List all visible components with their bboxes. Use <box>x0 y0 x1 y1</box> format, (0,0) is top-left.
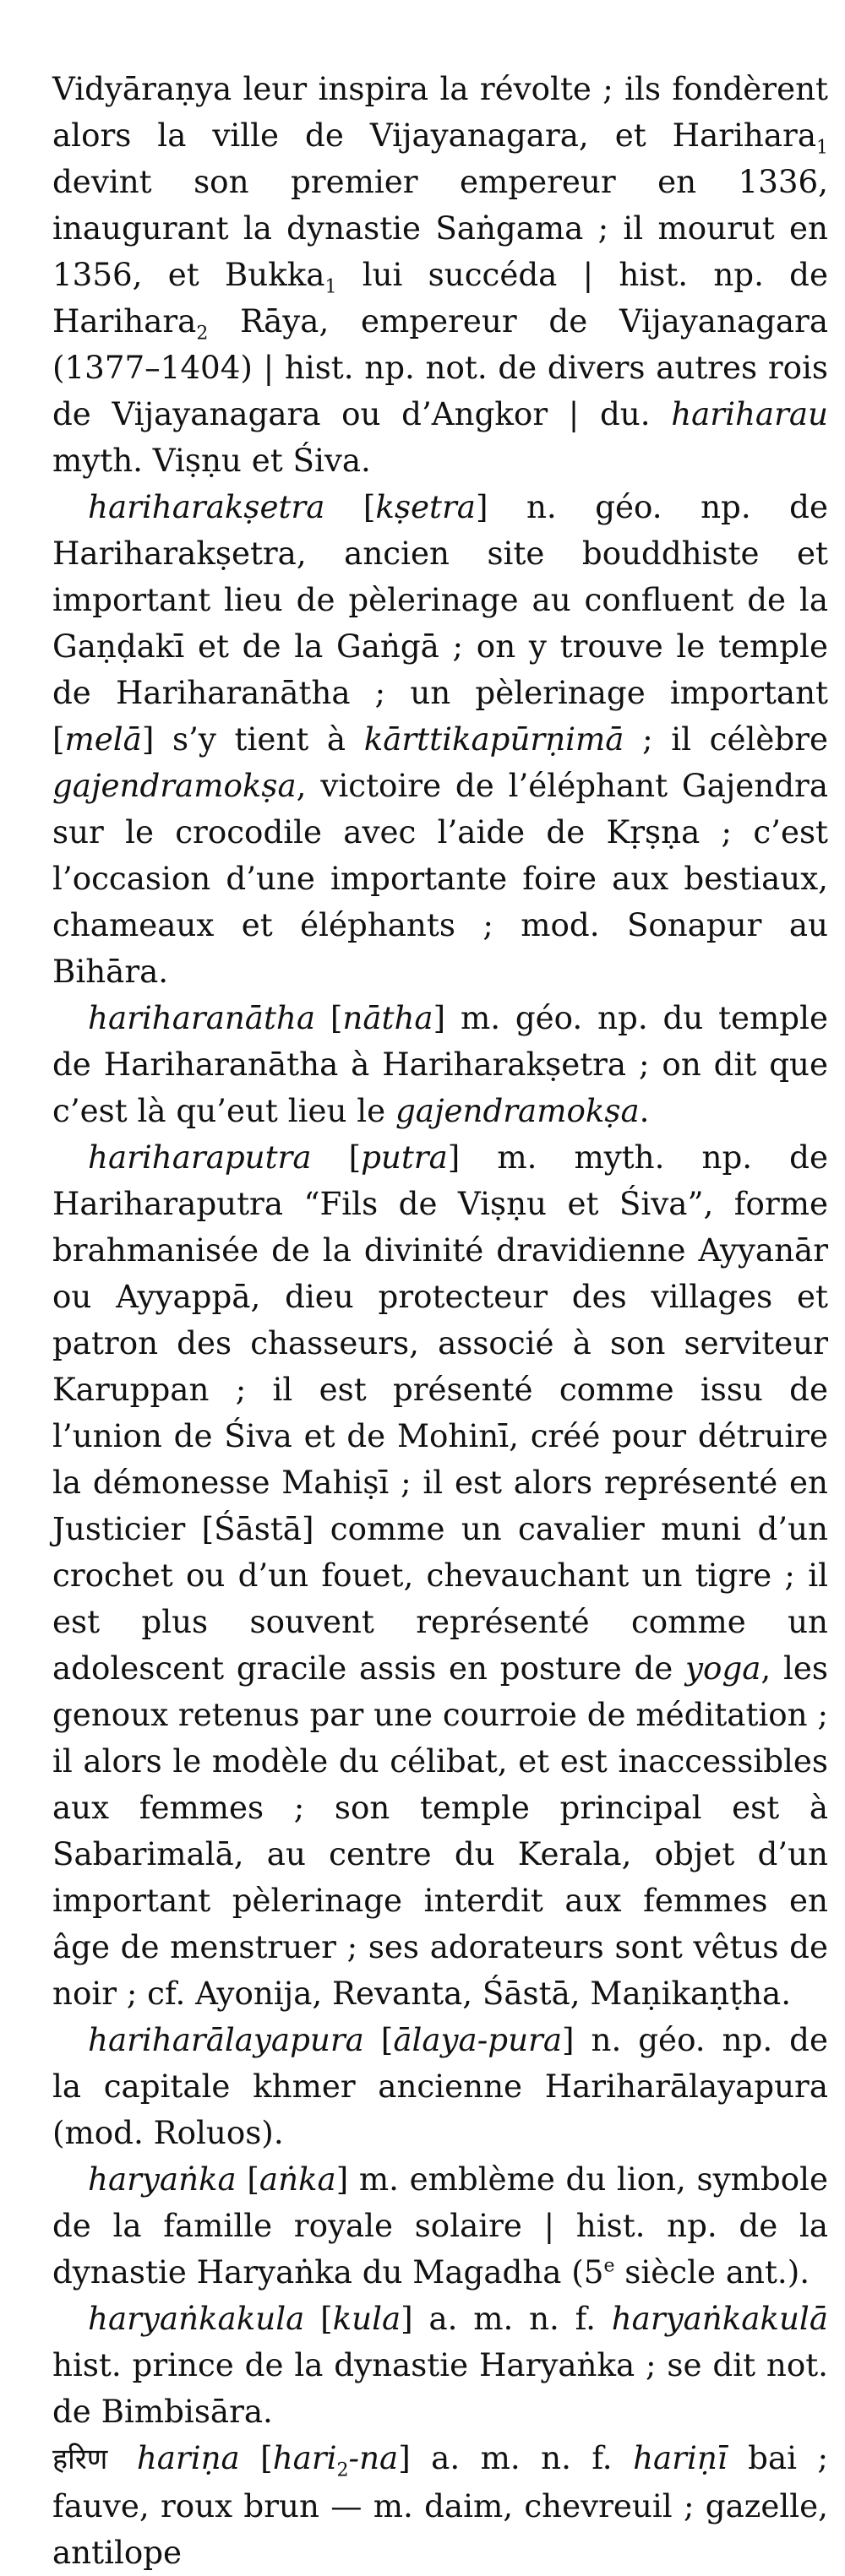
entry-hariharaksetra <box>52 484 828 995</box>
italic-term: hariṇa <box>136 2439 240 2476</box>
italic-term: kṣetra <box>375 488 476 525</box>
text-run: devint son premier empereur en 1336, inaugurant la dynastie Saṅgama ; il mourut en 1356, et Bukka <box>52 163 828 293</box>
italic-term: melā <box>64 720 142 758</box>
text-run: ] n. géo. np. de Hariharakṣetra, ancien site bouddhiste et important lieu de pèlerinage au confluent de la Gaṇḍakī et de la Gaṅgā ; on y trouve le temple de Hariharanātha ; un pèlerinage important [ <box>52 488 828 758</box>
text-run: hist. prince de la dynastie Haryaṅka ; se dit not. de Bimbisāra. <box>52 2346 828 2430</box>
text-run: ] m. emblème du lion, symbole de la famille royale solaire | hist. np. de la dynastie Haryaṅka du Magadha (5 <box>52 2160 828 2291</box>
text-run: [ <box>239 2439 273 2476</box>
text-run: Rāya, empereur de Vijayanagara (1377–1404) | hist. np. not. de divers autres rois de Vijayanagara ou d’Angkor | du. <box>52 302 828 432</box>
text-run: . <box>639 1092 650 1129</box>
italic-term: gajendramokṣa <box>395 1092 640 1129</box>
italic-term: hariharau <box>671 395 828 432</box>
text-run: ] m. géo. np. du temple de Hariharanātha à Hariharakṣetra ; on dit que c’est là qu’eut lieu le <box>52 999 828 1129</box>
text-run: [ <box>315 999 343 1036</box>
italic-term: -na <box>348 2439 399 2476</box>
entry-hariharanatha <box>52 995 828 1134</box>
dictionary-page <box>52 66 828 2576</box>
italic-term: haryaṅkakula <box>88 2300 305 2337</box>
devanagari-headword: हरिण <box>52 2443 108 2476</box>
italic-term: ālaya-pura <box>393 2021 562 2058</box>
italic-term: putra <box>361 1139 448 1176</box>
entry-harihara-continuation <box>52 66 828 484</box>
entry-haryanka <box>52 2156 828 2296</box>
italic-term: yoga <box>685 1649 761 1687</box>
italic-term: kārttikapūrṇimā <box>363 720 624 758</box>
italic-term: kula <box>332 2300 401 2337</box>
italic-term: hariharālayapura <box>88 2021 364 2058</box>
text-run: ; il célèbre <box>624 720 828 758</box>
text-run: myth. Viṣṇu et Śiva. <box>52 442 371 479</box>
subscript: 2 <box>336 2459 349 2481</box>
subscript: 1 <box>324 276 337 298</box>
italic-term: nātha <box>342 999 433 1036</box>
italic-term: aṅka <box>259 2160 336 2198</box>
text-run: [ <box>363 2021 394 2058</box>
text-run: ] a. m. n. f. <box>401 2300 612 2337</box>
text-run: Vidyāraṇya leur inspira la révolte ; ils fondèrent alors la ville de Vijayanagara, et Harihara <box>52 70 828 154</box>
text-run: lui succéda | hist. np. de Harihara <box>52 256 828 340</box>
italic-term: hariṇī <box>633 2439 728 2476</box>
text-run: ] m. myth. np. de Hariharaputra “Fils de Viṣṇu et Śiva”, forme brahmanisée de la divinité dravidienne Ayyanār ou Ayyappā, dieu protecteur des villages et patron des chasseurs, associé à son serviteur Karuppan ; il est présenté comme issu de l’union de Śiva et de Mohinī, créé pour détruire la démonesse Mahiṣī ; il est alors représenté en Justicier [Śāstā] comme un cavalier muni d’un crochet ou d’un fouet, chevauchant un tigre ; il est plus souvent représenté comme un adolescent gracile assis en posture de <box>52 1139 828 1687</box>
entry-hariharalayapura <box>52 2017 828 2156</box>
subscript: 1 <box>816 137 828 159</box>
text-run: bai ; fauve, roux brun — m. daim, chevreuil ; gazelle, antilope <box>52 2439 829 2571</box>
italic-term: haryaṅkakulā <box>611 2300 828 2337</box>
text-run: , les genoux retenus par une courroie de méditation ; il alors le modèle du célibat, et est inaccessibles aux femmes ; son temple principal est à Sabarimalā, au centre du Kerala, objet d’un important pèlerinage interdit aux femmes en âge de menstruer ; ses adorateurs sont vêtus de noir ; cf. Ayonija, Revanta, Śāstā, Maṇikaṇṭha. <box>52 1649 828 2012</box>
italic-term: hariharanātha <box>88 999 316 1036</box>
text-run: siècle ant.). <box>614 2253 810 2291</box>
entry-hariharaputra <box>52 1134 828 2017</box>
text-run: ] a. m. n. f. <box>398 2439 634 2476</box>
superscript: e <box>603 2255 615 2277</box>
entry-harina <box>52 2435 828 2576</box>
text-run: [ <box>324 488 376 525</box>
italic-term: hari <box>272 2439 337 2476</box>
text-run: [ <box>311 1139 362 1176</box>
italic-term: hariharaputra <box>88 1139 312 1176</box>
text-run: , victoire de l’éléphant Gajendra sur le crocodile avec l’aide de Kṛṣṇa ; c’est l’occasion d’une importante foire aux bestiaux, chameaux et éléphants ; mod. Sonapur au Bihāra. <box>52 767 828 990</box>
italic-term: haryaṅka <box>88 2160 237 2198</box>
text-run: ] s’y tient à <box>141 720 364 758</box>
entry-haryankakula <box>52 2296 828 2435</box>
text-run: ] n. géo. np. de la capitale khmer ancienne Hariharālayapura (mod. Roluos). <box>52 2021 828 2151</box>
italic-term: hariharakṣetra <box>88 488 325 525</box>
italic-term: gajendramokṣa <box>52 767 297 804</box>
text-run: [ <box>236 2160 259 2198</box>
text-run: [ <box>304 2300 333 2337</box>
subscript: 2 <box>196 323 209 345</box>
